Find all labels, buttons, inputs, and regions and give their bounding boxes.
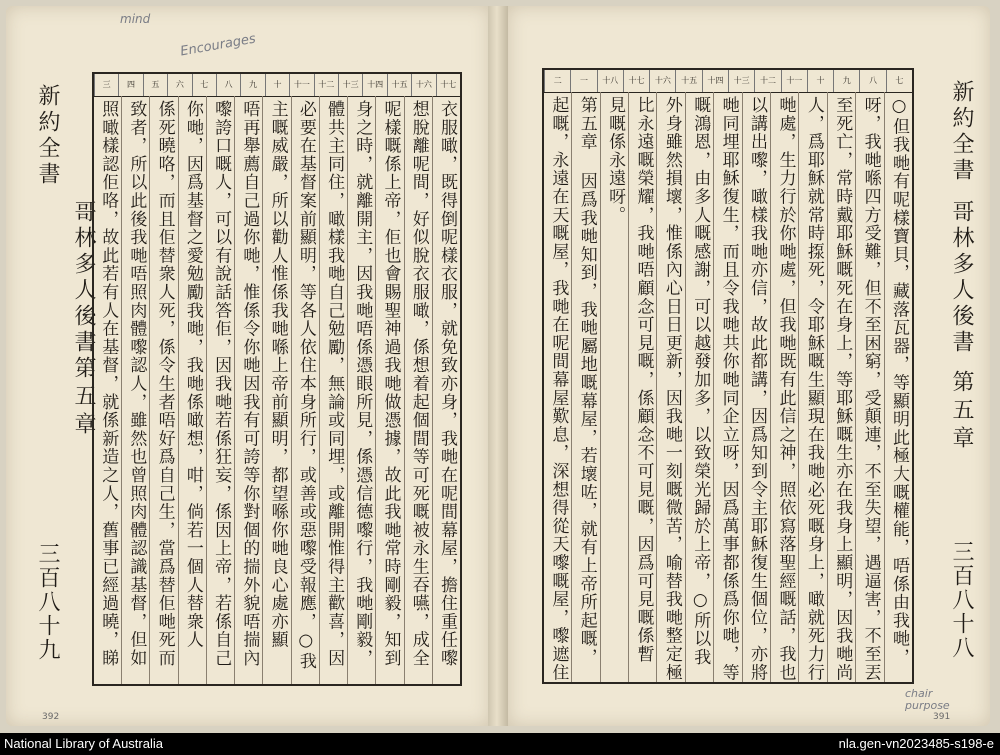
line-number: 七 [886, 70, 912, 92]
line-number: 四 [118, 74, 142, 96]
book-gutter [488, 6, 510, 726]
left-book-title: 新約全書 [35, 84, 60, 188]
right-text-block [542, 68, 914, 684]
line-number: 十二 [314, 74, 338, 96]
left-line-number-row [94, 74, 460, 97]
line-number: 十四 [362, 74, 386, 96]
text-column: 外身雖然損壞，惟係內心日日更新，因我哋一刻嘅微苦，喻替我哋整定極 [656, 92, 684, 682]
line-number: 九 [833, 70, 859, 92]
line-number: 八 [859, 70, 885, 92]
footer-library-name: National Library of Australia [4, 736, 163, 751]
pencil-note-chair: chair purpose [905, 687, 950, 712]
text-column: 起嘅，永遠在天嘅屋，我哋在呢間幕屋歎息，深想得從天嚟嘅屋，嚟遮住 [548, 96, 569, 682]
text-column: 以講出嚟，噉樣我哋亦信，故此都講，因爲知到令主耶穌復生個位，亦將 [742, 92, 770, 682]
text-column: 照噉樣認佢咯，故此若有人在基督，就係新造之人，舊事已經過曉，睇 [98, 100, 119, 668]
text-column: ○但我哋有呢樣寶貝，藏落瓦器，等顯明此極大嘅權能，唔係由我哋， [884, 92, 912, 682]
line-number: 十六 [411, 74, 435, 96]
text-column: 比永遠嘅榮耀，我哋唔顧念可見嘅，係顧念不可見嘅，因爲可見嘅係暫 [628, 92, 656, 682]
line-number: 十五 [387, 74, 411, 96]
right-page-number: 三百八十八 [949, 540, 974, 660]
text-column: 身之時，就離開主，因我哋唔係憑眼所見，係憑信德嚟行，我哋剛毅， [347, 96, 375, 684]
line-number: 三 [94, 74, 118, 96]
line-number: 十三 [728, 70, 754, 92]
chapter-start-column: 第五章 因爲我哋知到，我哋屬地嘅幕屋，若壞咗，就有上帝所起嘅， [571, 92, 599, 682]
text-column: 嚟誇口嘅人，可以有說話答佢，因我哋若係狂妄，係因上帝，若係自己 [206, 96, 234, 684]
line-number: 十 [265, 74, 289, 96]
line-number: 十一 [289, 74, 313, 96]
line-number: 十八 [597, 70, 623, 92]
corner-number-right: 391 [933, 712, 951, 722]
catalog-footer [0, 733, 1000, 755]
right-book-title: 新約全書 [949, 80, 974, 184]
right-book-subtitle: 哥林多人後書 [949, 200, 974, 356]
right-line-number-row [544, 70, 912, 93]
line-number: 一 [570, 70, 596, 92]
line-number: 十四 [702, 70, 728, 92]
text-column: 至死亡，常時戴耶穌嘅死在身上，等耶穌嘅生亦在我身上顯明，因我哋尚 [827, 92, 855, 682]
line-number: 十一 [781, 70, 807, 92]
line-number: 十二 [754, 70, 780, 92]
text-column: 主嘅威嚴，所以勸人惟係我哋喺上帝前顯明，都望喺你哋良心處亦顯 [262, 96, 290, 684]
left-columns [94, 96, 460, 684]
line-number: 七 [192, 74, 216, 96]
text-column: 必要在基督案前顯明，等各人依住本身所行，或善或惡嚟受報應，○我 [291, 96, 319, 684]
pencil-note-mind: mind [120, 12, 151, 26]
text-column: 你哋，因爲基督之愛勉勵我哋，我哋係噉想，咁，倘若一個人替衆人 [178, 96, 206, 684]
text-column: 嘅鴻恩，由多人嘅感謝，可以越發加多，以致榮光歸於上帝，○所以我 [685, 92, 713, 682]
text-column: 哋同埋耶穌復生，而且令我哋共你哋同企立呀，因爲萬事都係爲你哋，等 [713, 92, 741, 682]
text-column: 體共主同住，噉樣我哋自己勉勵，無論或同埋，或離開惟得主歡喜，因 [319, 96, 347, 684]
text-column: 係死曉咯，而且佢替衆人死，係令生者唔好爲自己生，當爲替佢哋死而 [149, 96, 177, 684]
line-number: 十七 [436, 74, 460, 96]
text-column: 呀，我哋喺四方受難，但不至困窮，受顛連，不至失望，遇逼害，不至丟 [855, 92, 883, 682]
text-column: 呢樣嘅係上帝，佢也會賜聖神過我哋做憑據，故此我哋常時剛毅，知到 [375, 96, 403, 684]
line-number: 十 [807, 70, 833, 92]
line-number: 十六 [649, 70, 675, 92]
line-number: 十三 [338, 74, 362, 96]
text-column: 見嘅係永遠呀。 [600, 92, 628, 682]
text-column: 衣服噉，既得倒呢樣衣服，就免致亦身，我哋在呢間幕屋，擔住重任嚟 [432, 96, 460, 684]
text-column: 哋處，生力行於你哋處，但我哋既有此信之神，照依寫落聖經嘅話，我也 [770, 92, 798, 682]
line-number: 十五 [675, 70, 701, 92]
left-book-subtitle: 哥林多人後書 [71, 200, 96, 356]
text-column: 致者，所以此後我哋唔照肉體嚟認人，雖然也曾照肉體認識基督，但如 [121, 96, 149, 684]
left-page-number: 三百八十九 [35, 542, 60, 662]
line-number: 九 [240, 74, 264, 96]
text-column: 想脫離呢間，好似脫衣服噉，係想着起個間等可死嘅被永生吞嚥，成全 [404, 96, 432, 684]
footer-record-id: nla.gen-vn2023485-s198-e [838, 736, 994, 751]
corner-number-left: 392 [42, 712, 60, 722]
line-number: 十七 [623, 70, 649, 92]
pencil-note-encourages: Encourages [179, 31, 257, 60]
line-number: 六 [167, 74, 191, 96]
line-number: 二 [544, 70, 570, 92]
left-text-block [92, 72, 462, 686]
text-column: 唔再舉薦自己過你哋，惟係令你哋因我有可誇等你對個的揣外貌唔揣內 [234, 96, 262, 684]
right-chapter: 第五章 [949, 370, 974, 454]
line-number: 五 [143, 74, 167, 96]
right-columns [544, 92, 912, 682]
text-column: 人，爲耶穌就常時揼死，令耶穌嘅生顯現在我哋必死嘅身上，噉就死力行 [798, 92, 826, 682]
left-chapter: 第五章 [71, 356, 96, 440]
line-number: 八 [216, 74, 240, 96]
